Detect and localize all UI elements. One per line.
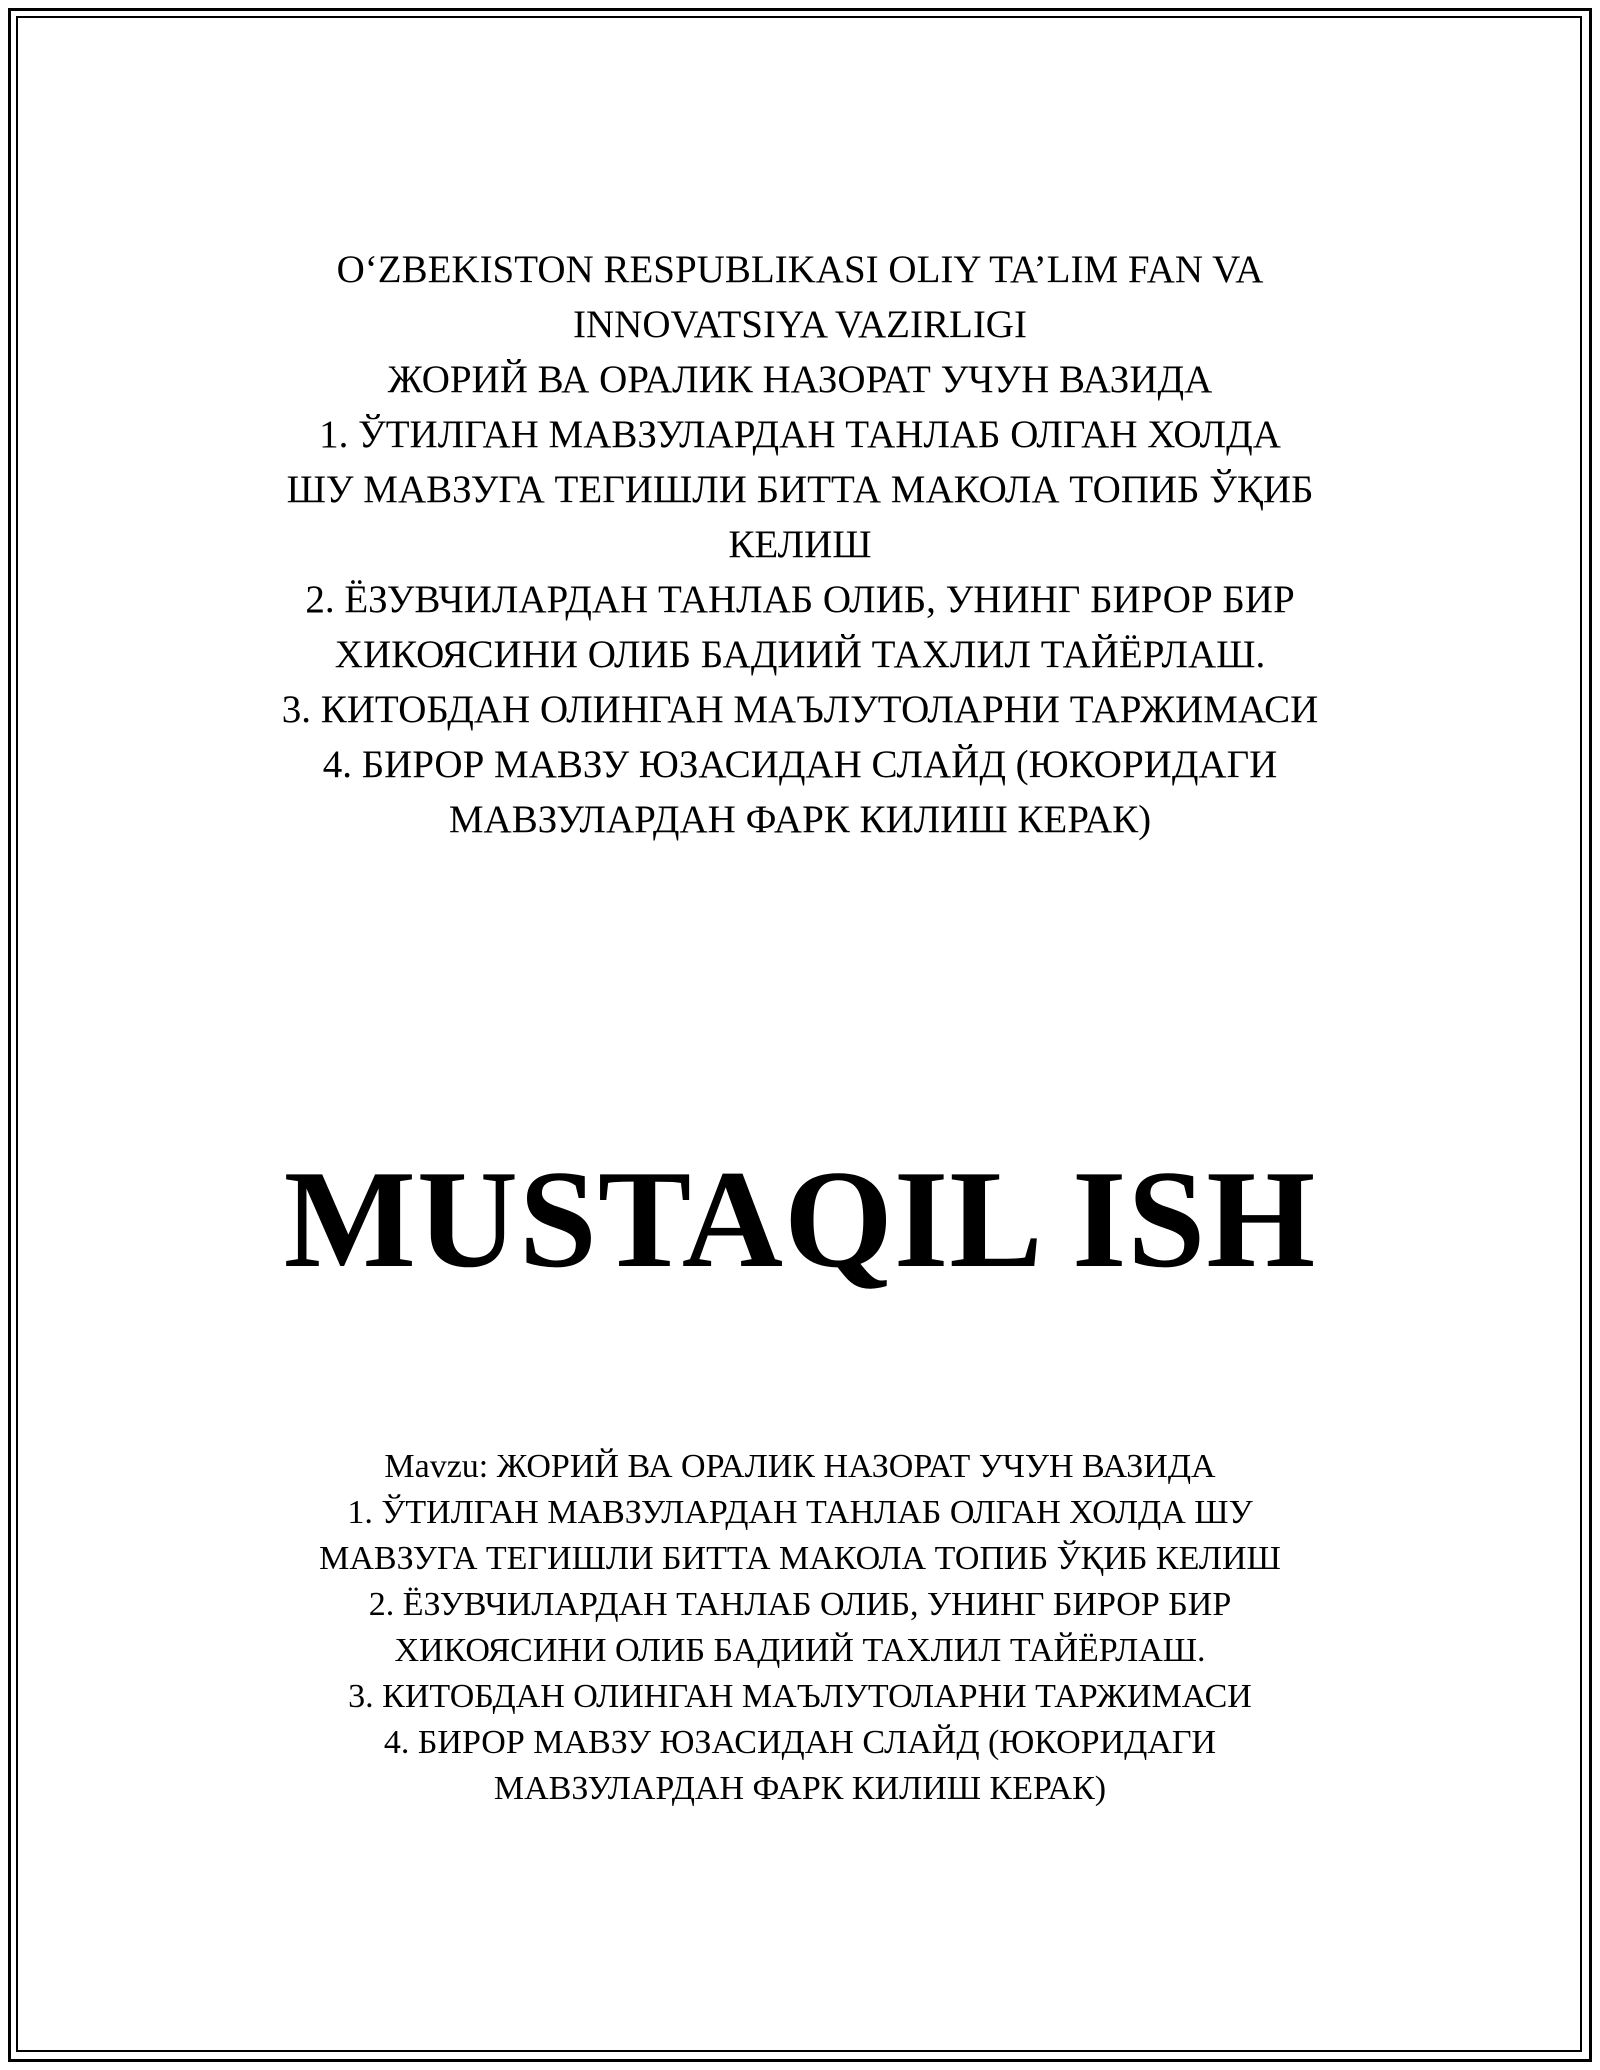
ministry-header xyxy=(150,242,1450,847)
header-line: ШУ МАВЗУГА ТЕГИШЛИ БИТТА МАКОЛА ТОПИБ ЎҚИБ xyxy=(286,468,1314,511)
header-line: КЕЛИШ xyxy=(728,523,872,566)
topic-line: 2. ЁЗУВЧИЛАРДАН ТАНЛАБ ОЛИБ, УНИНГ БИРОР БИР xyxy=(368,1586,1232,1623)
header-line: O‘ZBEKISTON RESPUBLIKASI OLIY TA’LIM FAN VA xyxy=(336,248,1264,291)
topic-section xyxy=(150,1444,1450,1812)
header-line: 3. КИТОБДАН ОЛИНГАН МАЪЛУТОЛАРНИ ТАРЖИМАСИ xyxy=(281,688,1319,731)
topic-line: Mavzu: ЖОРИЙ ВА ОРАЛИК НАЗОРАТ УЧУН ВАЗИДА xyxy=(384,1448,1216,1485)
topic-line: 4. БИРОР МАВЗУ ЮЗАСИДАН СЛАЙД (ЮКОРИДАГИ xyxy=(383,1724,1217,1761)
header-line: ЖОРИЙ ВА ОРАЛИК НАЗОРАТ УЧУН ВАЗИДА xyxy=(387,358,1213,401)
topic-line: 3. КИТОБДАН ОЛИНГАН МАЪЛУТОЛАРНИ ТАРЖИМАСИ xyxy=(348,1678,1252,1715)
topic-line: ХИКОЯСИНИ ОЛИБ БАДИИЙ ТАХЛИЛ ТАЙЁРЛАШ. xyxy=(394,1632,1206,1669)
topic-line: МАВЗУГА ТЕГИШЛИ БИТТА МАКОЛА ТОПИБ ЎҚИБ КЕЛИШ xyxy=(319,1540,1281,1577)
header-line: 2. ЁЗУВЧИЛАРДАН ТАНЛАБ ОЛИБ, УНИНГ БИРОР БИР xyxy=(305,578,1295,621)
header-line: INNOVATSIYA VAZIRLIGI xyxy=(573,303,1027,346)
document-title: MUSTAQIL ISH xyxy=(283,1142,1317,1297)
topic-line: 1. ЎТИЛГАН МАВЗУЛАРДАН ТАНЛАБ ОЛГАН ХОЛДА ШУ xyxy=(347,1494,1253,1531)
header-line: ХИКОЯСИНИ ОЛИБ БАДИИЙ ТАХЛИЛ ТАЙЁРЛАШ. xyxy=(334,633,1266,676)
header-line: МАВЗУЛАРДАН ФАРК КИЛИШ КЕРАК) xyxy=(448,798,1152,841)
header-line: 4. БИРОР МАВЗУ ЮЗАСИДАН СЛАЙД (ЮКОРИДАГИ xyxy=(322,743,1278,786)
header-line: 1. ЎТИЛГАН МАВЗУЛАРДАН ТАНЛАБ ОЛГАН ХОЛДА xyxy=(319,413,1281,456)
topic-line: МАВЗУЛАРДАН ФАРК КИЛИШ КЕРАК) xyxy=(493,1770,1107,1807)
